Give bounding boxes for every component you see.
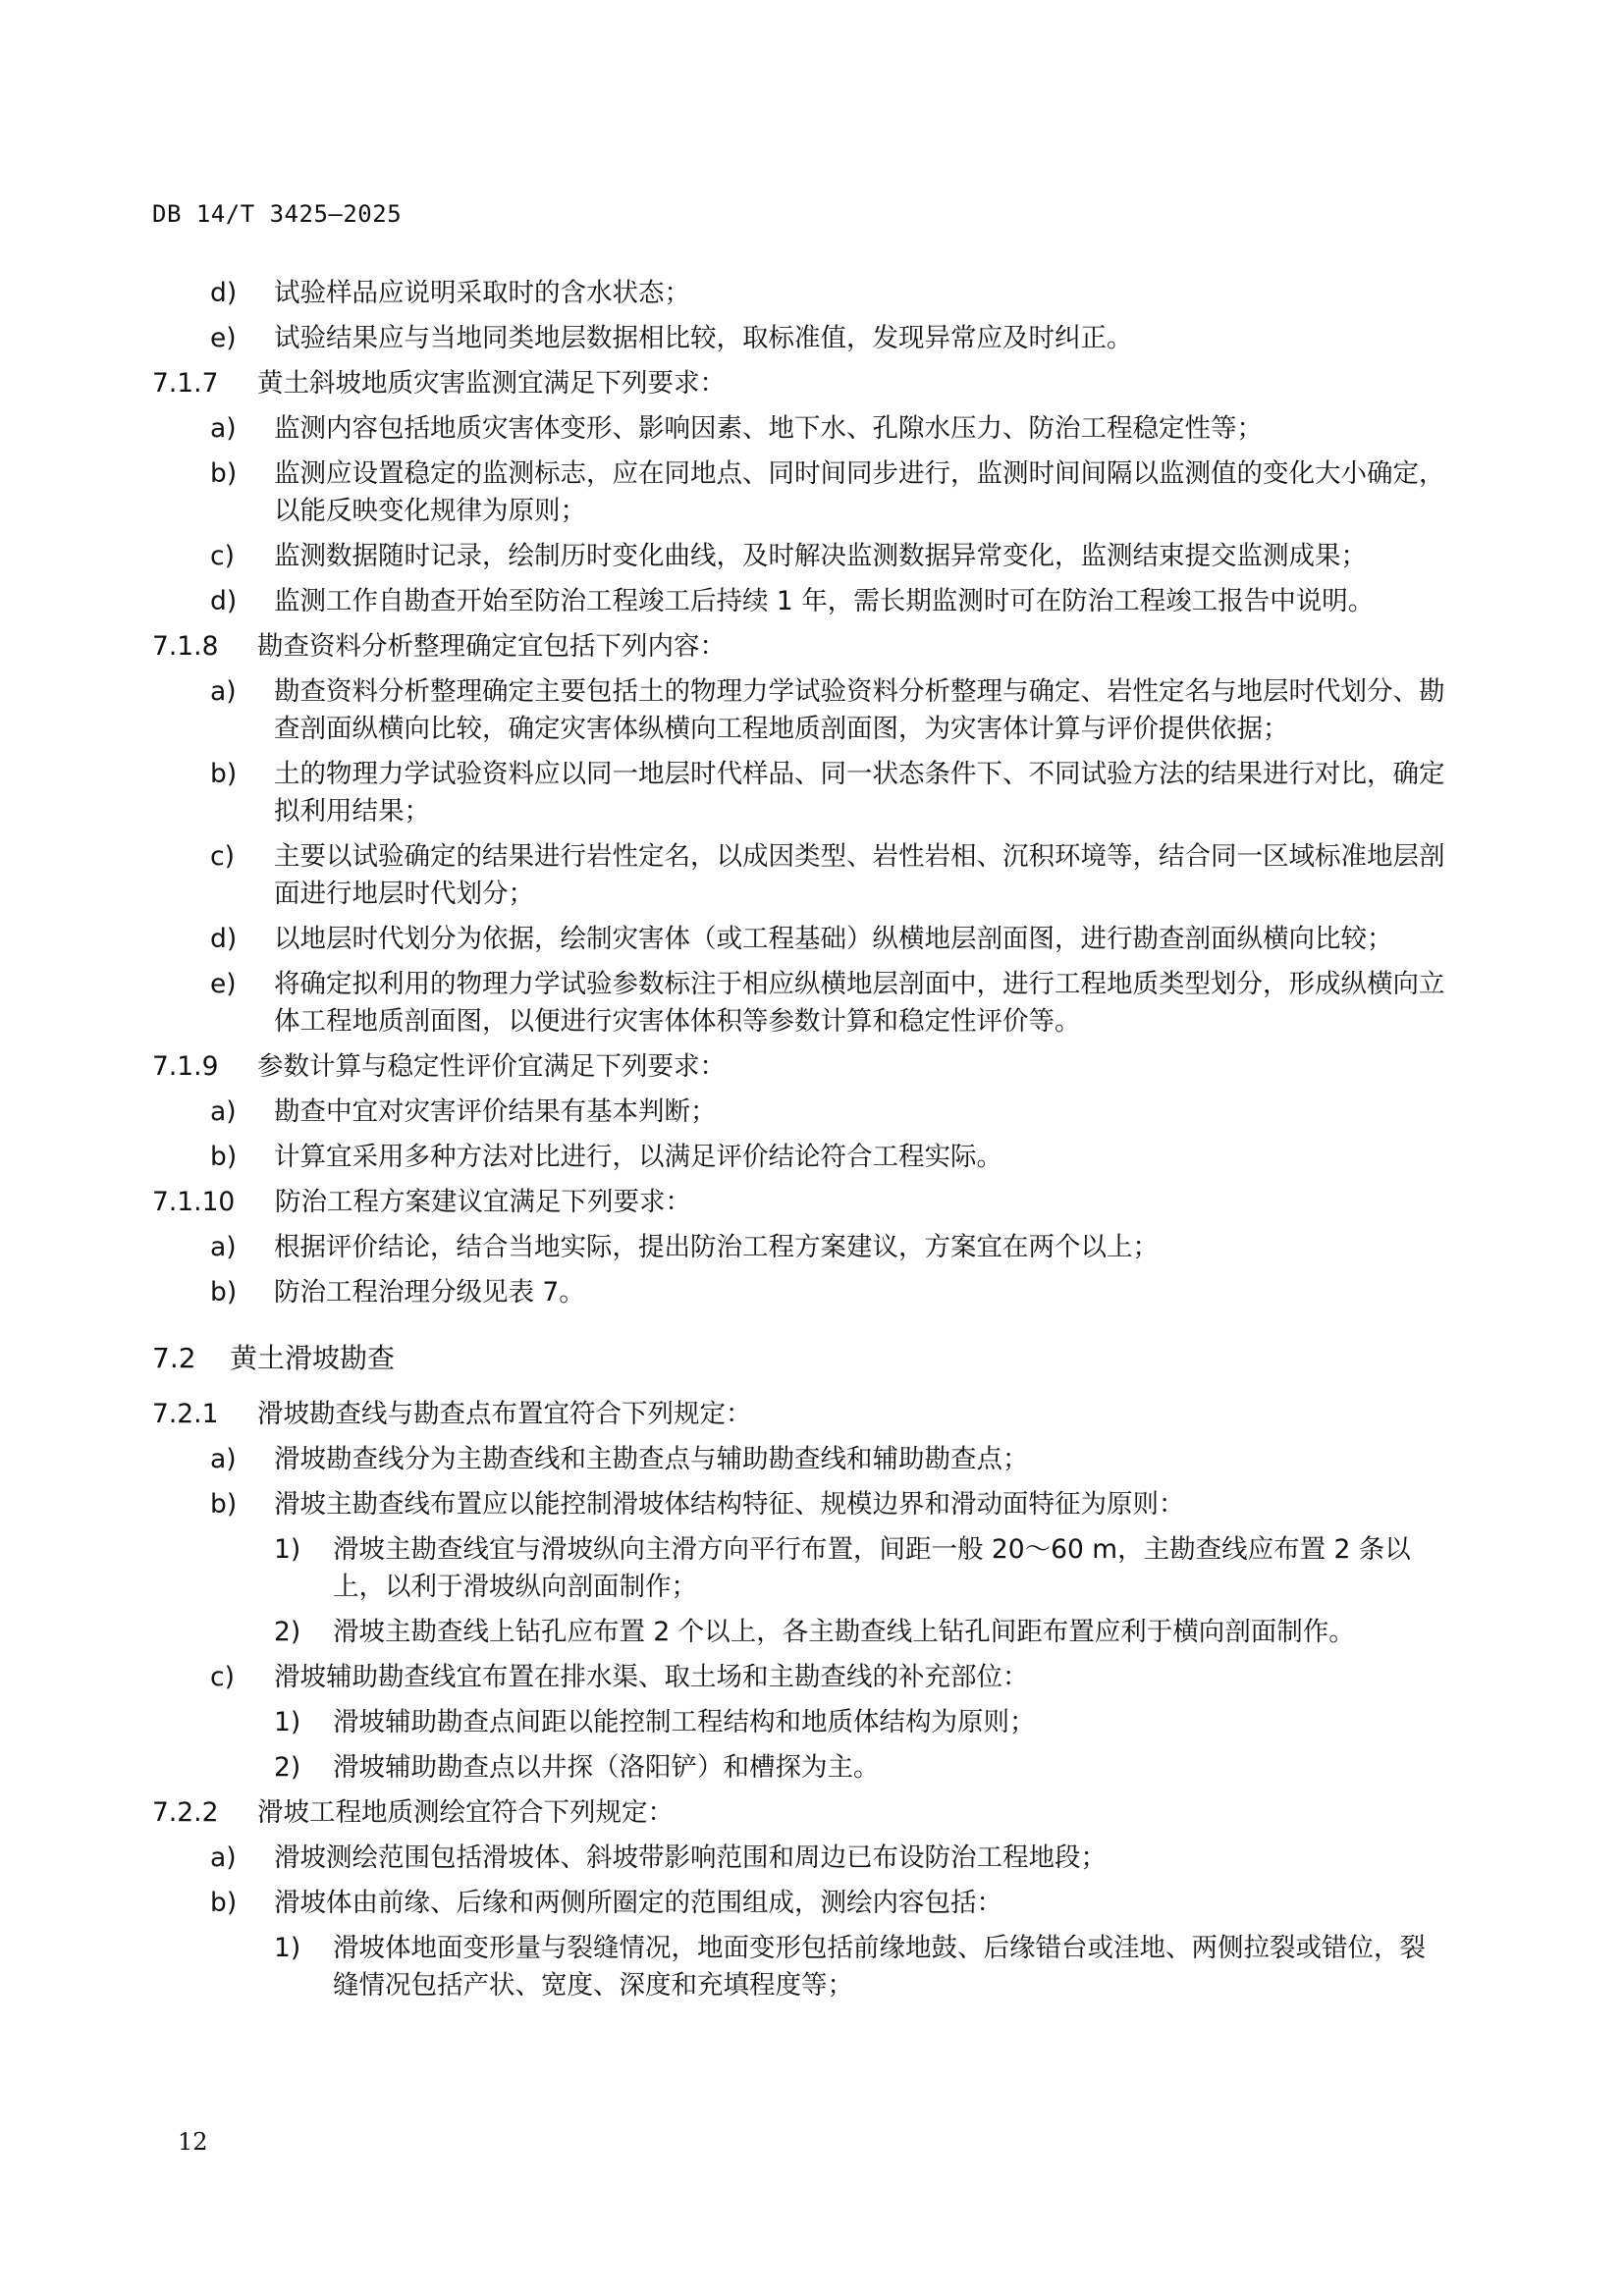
- clause-paragraph: [152, 1048, 1448, 1086]
- item-number: c): [210, 541, 235, 571]
- item-text: 黄土斜坡地质灾害监测宜满足下列要求：: [257, 368, 726, 399]
- item-text: 防治工程治理分级见表 7。: [274, 1277, 585, 1308]
- list-item: [152, 921, 1448, 958]
- item-text: 计算宜采用多种方法对比进行，以满足评价结论符合工程实际。: [274, 1142, 1002, 1172]
- item-number: c): [210, 841, 235, 872]
- item-number: 7.1.8: [152, 631, 219, 662]
- clause-paragraph: [152, 628, 1448, 666]
- item-number: 2): [274, 1617, 301, 1647]
- item-number: 7.1.9: [152, 1051, 219, 1082]
- item-number: a): [210, 1842, 237, 1873]
- item-number: b): [210, 1489, 238, 1520]
- list-item: [152, 1274, 1448, 1311]
- clause-paragraph: [152, 365, 1448, 402]
- item-text: 监测工作自勘查开始至防治工程竣工后持续 1 年，需长期监测时可在防治工程竣工报告中说明。: [274, 586, 1375, 616]
- item-number: d): [210, 924, 238, 954]
- item-number: b): [210, 458, 238, 489]
- item-number: 7.1.10: [152, 1187, 236, 1217]
- item-text: 土的物理力学试验资料应以同一地层时代样品、同一状态条件下、不同试验方法的结果进行对比，确定拟利用结果；: [274, 759, 1445, 827]
- item-text: 试验结果应与当地同类地层数据相比较，取标准值，发现异常应及时纠正。: [274, 323, 1133, 353]
- item-text: 滑坡辅助勘查点间距以能控制工程结构和地质体结构为原则；: [333, 1707, 1036, 1737]
- document-id: DB 14/T 3425—2025: [152, 200, 403, 228]
- item-number: d): [210, 586, 238, 616]
- item-text: 将确定拟利用的物理力学试验参数标注于相应纵横地层剖面中，进行工程地质类型划分，形成纵横向立体工程地质剖面图，以便进行灾害体体积等参数计算和稳定性评价等。: [274, 969, 1445, 1037]
- item-text: 滑坡主勘查线宜与滑坡纵向主滑方向平行布置，间距一般 20～60 m，主勘查线应布置 2 条以上，以利于滑坡纵向剖面制作；: [333, 1534, 1411, 1602]
- item-text: 根据评价结论，结合当地实际，提出防治工程方案建议，方案宜在两个以上；: [274, 1232, 1159, 1262]
- list-item: [152, 1139, 1448, 1176]
- item-number: 1): [274, 1534, 301, 1565]
- item-number: 1): [274, 1707, 301, 1737]
- item-text: 防治工程方案建议宜满足下列要求：: [275, 1187, 691, 1217]
- clause-paragraph: [152, 1184, 1448, 1221]
- list-item: [152, 275, 1448, 312]
- item-text: 勘查中宜对灾害评价结果有基本判断；: [274, 1096, 717, 1127]
- sub-list-item: [152, 1614, 1448, 1651]
- document-body: [152, 267, 1448, 2004]
- item-text: 参数计算与稳定性评价宜满足下列要求：: [257, 1051, 726, 1082]
- item-text: 滑坡体地面变形量与裂缝情况，地面变形包括前缘地鼓、后缘错台或洼地、两侧拉裂或错位，裂缝情况包括产状、宽度、深度和充填程度等；: [333, 1933, 1426, 2001]
- list-item: [152, 1885, 1448, 1922]
- list-item: [152, 455, 1448, 530]
- item-text: 主要以试验确定的结果进行岩性定名，以成因类型、岩性岩相、沉积环境等，结合同一区域标准地层剖面进行地层时代划分；: [274, 841, 1445, 909]
- list-item: [152, 410, 1448, 448]
- item-number: 7.2: [152, 1342, 196, 1374]
- list-item: [152, 966, 1448, 1041]
- item-number: b): [210, 1142, 238, 1172]
- item-text: 勘查资料分析整理确定宜包括下列内容：: [257, 631, 726, 662]
- item-number: a): [210, 1444, 237, 1474]
- sub-list-item: [152, 1749, 1448, 1787]
- list-item: [152, 838, 1448, 913]
- item-text: 监测内容包括地质灾害体变形、影响因素、地下水、孔隙水压力、防治工程稳定性等；: [274, 413, 1263, 444]
- item-number: b): [210, 1888, 238, 1918]
- item-number: 2): [274, 1752, 301, 1783]
- item-text: 滑坡工程地质测绘宜符合下列规定：: [257, 1797, 674, 1828]
- clause-paragraph: [152, 1794, 1448, 1832]
- list-item: [152, 756, 1448, 830]
- item-text: 试验样品应说明采取时的含水状态；: [274, 278, 690, 308]
- item-number: b): [210, 759, 238, 789]
- sub-list-item: [152, 1704, 1448, 1741]
- item-text: 滑坡勘查线分为主勘查线和主勘查点与辅助勘查线和辅助勘查点；: [274, 1444, 1029, 1474]
- list-item: [152, 320, 1448, 357]
- item-number: 7.2.2: [152, 1797, 219, 1828]
- list-item: [152, 1441, 1448, 1478]
- item-number: 1): [274, 1933, 301, 1963]
- item-text: 勘查资料分析整理确定主要包括土的物理力学试验资料分析整理与确定、岩性定名与地层时代划分、勘查剖面纵横向比较，确定灾害体纵横向工程地质剖面图，为灾害体计算与评价提供依据；: [274, 676, 1445, 744]
- item-number: a): [210, 413, 237, 444]
- item-text: 滑坡体由前缘、后缘和两侧所圈定的范围组成，测绘内容包括：: [274, 1888, 1002, 1918]
- item-text: 黄土滑坡勘查: [230, 1342, 396, 1374]
- item-text: 滑坡测绘范围包括滑坡体、斜坡带影响范围和周边已布设防治工程地段；: [274, 1842, 1107, 1873]
- sub-list-item: [152, 1930, 1448, 2004]
- list-item: [152, 1229, 1448, 1266]
- item-number: e): [210, 323, 237, 353]
- item-number: c): [210, 1662, 235, 1692]
- item-number: a): [210, 1096, 237, 1127]
- sub-list-item: [152, 1531, 1448, 1606]
- page-number: 12: [178, 2128, 208, 2156]
- item-number: d): [210, 278, 238, 308]
- list-item: [152, 673, 1448, 748]
- list-item: [152, 538, 1448, 575]
- list-item: [152, 1659, 1448, 1696]
- item-text: 监测数据随时记录，绘制历时变化曲线，及时解决监测数据异常变化，监测结束提交监测成果；: [274, 541, 1367, 571]
- item-text: 滑坡主勘查线布置应以能控制滑坡体结构特征、规模边界和滑动面特征为原则：: [274, 1489, 1185, 1520]
- list-item: [152, 583, 1448, 620]
- item-text: 以地层时代划分为依据，绘制灾害体（或工程基础）纵横地层剖面图，进行勘查剖面纵横向比较；: [274, 924, 1393, 954]
- list-item: [152, 1840, 1448, 1877]
- item-text: 滑坡辅助勘查线宜布置在排水渠、取土场和主勘查线的补充部位：: [274, 1662, 1029, 1692]
- list-item: [152, 1486, 1448, 1523]
- item-number: a): [210, 676, 237, 707]
- item-text: 滑坡勘查线与勘查点布置宜符合下列规定：: [257, 1399, 752, 1429]
- clause-paragraph: [152, 1396, 1448, 1433]
- section-heading: [152, 1339, 1448, 1378]
- item-text: 滑坡主勘查线上钻孔应布置 2 个以上，各主勘查线上钻孔间距布置应利于横向剖面制作。: [333, 1617, 1355, 1647]
- item-number: e): [210, 969, 237, 999]
- list-item: [152, 1094, 1448, 1131]
- item-number: b): [210, 1277, 238, 1308]
- item-text: 滑坡辅助勘查点以井探（洛阳铲）和槽探为主。: [333, 1752, 880, 1783]
- item-number: 7.2.1: [152, 1399, 219, 1429]
- item-text: 监测应设置稳定的监测标志，应在同地点、同时间同步进行，监测时间间隔以监测值的变化大小确定，以能反映变化规律为原则；: [274, 458, 1445, 526]
- item-number: 7.1.7: [152, 368, 219, 399]
- item-number: a): [210, 1232, 237, 1262]
